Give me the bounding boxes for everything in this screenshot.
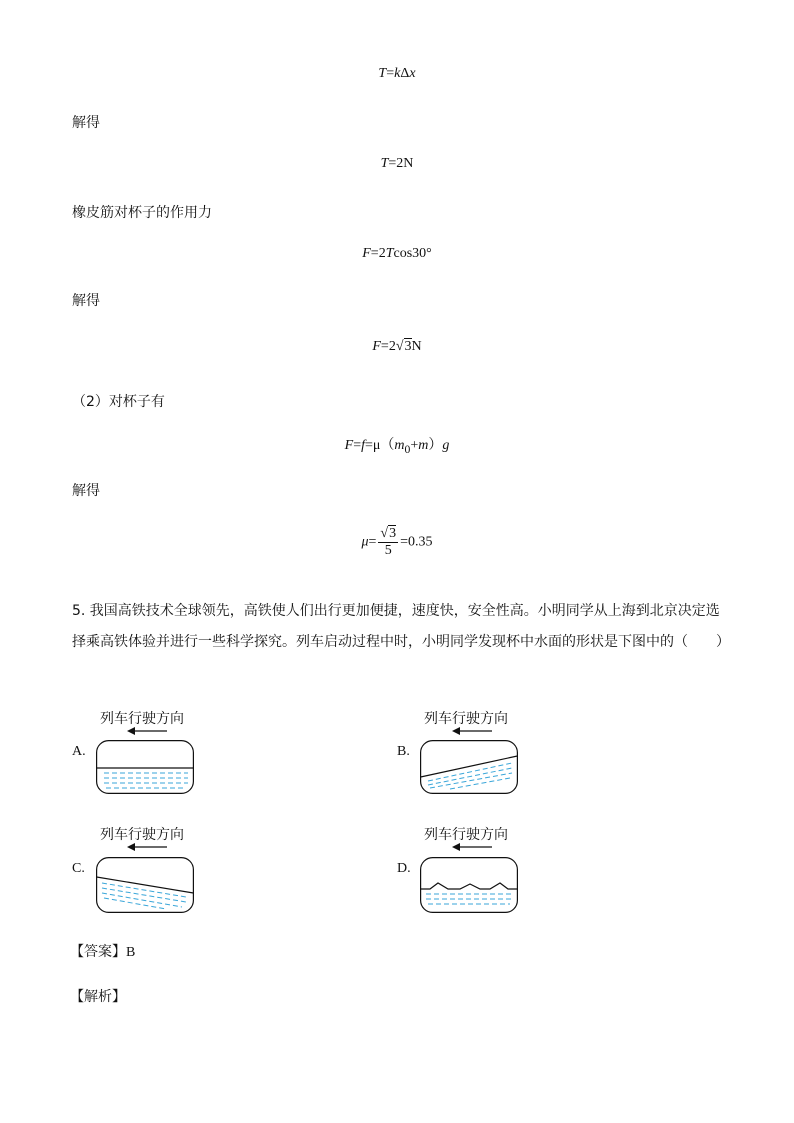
- answer-line: [70, 941, 135, 961]
- option-a-cup-diagram[interactable]: [96, 740, 194, 794]
- option-d-cup-diagram[interactable]: [420, 857, 518, 913]
- solve-label: 解得: [72, 115, 100, 131]
- direction-arrow-icon: [452, 842, 492, 852]
- question-five-stem: 5. 我国高铁技术全球领先，高铁使人们出行更加便捷，速度快，安全性高。小明同学从上海到北京决定选择乘高铁体验并进行一些科学探究。列车启动过程中时，小明同学发现杯中水面的形状是下图中的（ ）: [72, 603, 730, 650]
- option-c-letter[interactable]: C.: [72, 861, 85, 876]
- equation-friction: $F=f=\mu(m_0+m)g$: [344, 438, 450, 456]
- option-b-cup-diagram[interactable]: [420, 740, 518, 794]
- equation-tension-result: T=2N: [380, 156, 414, 171]
- equation-force-result: F=2√3N: [372, 339, 422, 354]
- analysis-tag: 【解析】: [70, 989, 126, 1005]
- direction-arrow-icon: [127, 842, 167, 852]
- option-c-cup-diagram[interactable]: [96, 857, 194, 913]
- answer-value: B: [126, 945, 136, 960]
- eq-symbol: T: [378, 66, 387, 81]
- equation-spring-tension: T=kΔx: [378, 66, 416, 81]
- option-a-letter[interactable]: A.: [72, 744, 86, 759]
- direction-arrow-icon: [127, 726, 167, 736]
- part-two-heading: （2）对杯子有: [72, 394, 165, 410]
- option-c-caption: 列车行驶方向: [100, 827, 184, 843]
- option-d-letter[interactable]: D.: [397, 861, 411, 876]
- direction-arrow-icon: [452, 726, 492, 736]
- option-b-letter[interactable]: B.: [397, 744, 410, 759]
- option-a-caption: 列车行驶方向: [100, 711, 184, 727]
- equation-force: F=2Tcos30°: [362, 246, 432, 261]
- answer-tag: 【答案】: [70, 944, 126, 960]
- force-description: 橡皮筋对杯子的作用力: [72, 205, 212, 221]
- equation-mu-result: μ= $\frac{√3}{5}$ =0.35: [361, 526, 433, 558]
- solve-label: 解得: [72, 293, 100, 309]
- sqrt-symbol: √: [395, 339, 404, 354]
- option-d-caption: 列车行驶方向: [424, 827, 508, 843]
- fraction: $\frac{√3}{5}$: [380, 526, 397, 558]
- option-b-caption: 列车行驶方向: [424, 711, 508, 727]
- solve-label: 解得: [72, 483, 100, 499]
